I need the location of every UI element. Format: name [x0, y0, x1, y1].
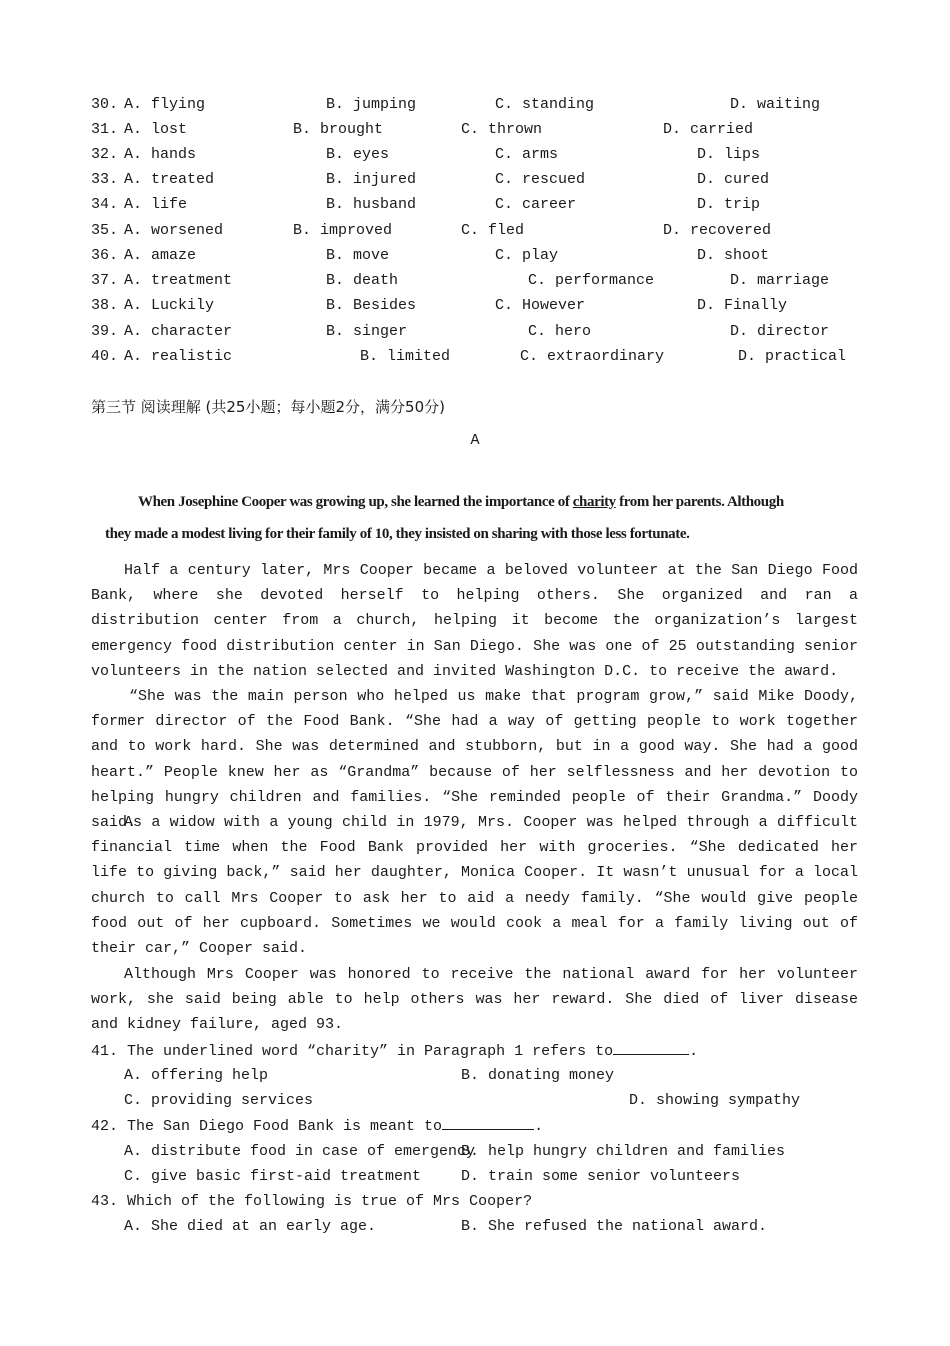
option-a: A. flying — [124, 96, 206, 113]
cloze-option-row — [91, 268, 871, 293]
passage-label: A — [470, 432, 480, 449]
option-c: C. play — [495, 247, 559, 264]
option-b: B. move — [326, 247, 390, 264]
cloze-option-row — [91, 344, 871, 369]
option-c: C. extraordinary — [520, 348, 665, 365]
option-a: A. life — [124, 196, 188, 213]
passage-intro — [105, 486, 850, 550]
cloze-option-row — [91, 192, 871, 217]
option-c: C. hero — [528, 323, 592, 340]
option-c: C. give basic first-aid treatment — [124, 1168, 422, 1185]
intro-line-1 — [105, 486, 850, 518]
option-d: D. trip — [697, 196, 761, 213]
passage-paragraph-4: Although Mrs Cooper was honored to receive the national award for her volunteer work, she said being able to help others was her reward. She died of liver disease and kidney failure, aged 93. — [91, 966, 858, 1034]
option-b: B. death — [326, 272, 399, 289]
question-end: . — [534, 1118, 544, 1135]
option-b: B. Besides — [326, 297, 417, 314]
option-b: B. injured — [326, 171, 417, 188]
option-b: B. donating money — [461, 1067, 615, 1084]
option-c: C. However — [495, 297, 586, 314]
passage-paragraph-1: Half a century later, Mrs Cooper became a beloved volunteer at the San Diego Food Bank, where she devoted herself to helping others. She organized and ran a distribution center from a church, helping it become the organization’s largest emergency food distribution center in San Diego. She was one of 25 outstanding senior volunteers in the nation selected and invited Washington D.C. to receive the award. — [91, 562, 858, 680]
answer-blank — [613, 1038, 689, 1055]
question-end: . — [689, 1043, 699, 1060]
intro-text-before: When Josephine Cooper was growing up, she learned the importance of — [138, 494, 573, 510]
option-d: D. marriage — [730, 272, 830, 289]
option-d: D. director — [730, 323, 830, 340]
cloze-option-row — [91, 92, 871, 117]
question-number: 33. — [91, 171, 119, 188]
option-a: A. worsened — [124, 222, 224, 239]
option-b: B. improved — [293, 222, 393, 239]
question-number: 40. — [91, 348, 119, 365]
option-d: D. recovered — [663, 222, 772, 239]
option-d: D. train some senior volunteers — [461, 1168, 741, 1185]
option-b: B. She refused the national award. — [461, 1218, 768, 1235]
question-number: 34. — [91, 196, 119, 213]
question-number: 32. — [91, 146, 119, 163]
cloze-option-row — [91, 117, 871, 142]
question-43: 43. Which of the following is true of Mrs Cooper? — [91, 1193, 533, 1210]
option-c: C. standing — [495, 96, 595, 113]
question-number: 30. — [91, 96, 119, 113]
option-d: D. waiting — [730, 96, 821, 113]
option-c: C. performance — [528, 272, 655, 289]
option-d: D. shoot — [697, 247, 770, 264]
option-c: C. arms — [495, 146, 559, 163]
option-d: D. showing sympathy — [629, 1092, 801, 1109]
option-c: C. providing services — [124, 1092, 314, 1109]
option-c: C. career — [495, 196, 577, 213]
cloze-option-row — [91, 293, 871, 318]
question-number: 37. — [91, 272, 119, 289]
question-number: 38. — [91, 297, 119, 314]
option-a: A. treated — [124, 171, 215, 188]
option-c: C. fled — [461, 222, 525, 239]
cloze-option-row — [91, 319, 871, 344]
option-d: D. carried — [663, 121, 754, 138]
question-number: 39. — [91, 323, 119, 340]
option-a: A. offering help — [124, 1067, 269, 1084]
question-number: 35. — [91, 222, 119, 239]
option-b: B. limited — [360, 348, 451, 365]
option-b: B. singer — [326, 323, 408, 340]
answer-blank — [442, 1113, 534, 1130]
intro-text-after: from her parents. Although — [615, 494, 784, 510]
option-a: A. amaze — [124, 247, 197, 264]
option-a: A. hands — [124, 146, 197, 163]
option-b: B. husband — [326, 196, 417, 213]
option-a: A. She died at an early age. — [124, 1218, 377, 1235]
question-stem: 42. The San Diego Food Bank is meant to — [91, 1118, 443, 1135]
question-41 — [91, 1038, 698, 1064]
option-a: A. realistic — [124, 348, 233, 365]
option-a: A. distribute food in case of emergency — [124, 1143, 476, 1160]
intro-line-2: they made a modest living for their family of 10, they insisted on sharing with those less fortunate. — [105, 526, 690, 542]
option-b: B. brought — [293, 121, 384, 138]
option-b: B. help hungry children and families — [461, 1143, 786, 1160]
option-b: B. eyes — [326, 146, 390, 163]
option-a: A. treatment — [124, 272, 233, 289]
option-d: D. Finally — [697, 297, 788, 314]
question-number: 31. — [91, 121, 119, 138]
underlined-word: charity — [572, 494, 616, 510]
cloze-option-row — [91, 243, 871, 268]
option-d: D. cured — [697, 171, 770, 188]
cloze-option-row — [91, 142, 871, 167]
option-c: C. thrown — [461, 121, 543, 138]
option-a: A. character — [124, 323, 233, 340]
passage-paragraph-2: “She was the main person who helped us make that program grow,” said Mike Doody, former director of the Food Bank. “She had a way of getting people to work together and to work hard. She was determined and stubborn, but in a good way. She had a good heart.” People knew her as “Grandma” because of her selflessness and her devotion to helping hungry children and families. “She reminded people of their Grandma.” Doody said. — [91, 688, 858, 832]
question-stem: 41. The underlined word “charity” in Paragraph 1 refers to — [91, 1043, 614, 1060]
option-c: C. rescued — [495, 171, 586, 188]
option-d: D. practical — [738, 348, 847, 365]
passage-paragraph-3: As a widow with a young child in 1979, Mrs. Cooper was helped through a difficult financial time when the Food Bank provided her with groceries. “She dedicated her life to giving back,” said her daughter, Monica Cooper. It wasn’t unusual for a local church to call Mrs Cooper to ask her to aid a needy family. “She would give people food out of her cupboard. Sometimes we would cook a meal for a family living out of their car,” Cooper said. — [91, 814, 858, 958]
option-a: A. Luckily — [124, 297, 215, 314]
option-b: B. jumping — [326, 96, 417, 113]
section-heading: 第三节 阅读理解 (共25小题；每小题2分，满分50分) — [91, 398, 445, 416]
question-42 — [91, 1113, 543, 1139]
cloze-option-row — [91, 167, 871, 192]
cloze-option-row — [91, 218, 871, 243]
option-a: A. lost — [124, 121, 188, 138]
option-d: D. lips — [697, 146, 761, 163]
question-number: 36. — [91, 247, 119, 264]
